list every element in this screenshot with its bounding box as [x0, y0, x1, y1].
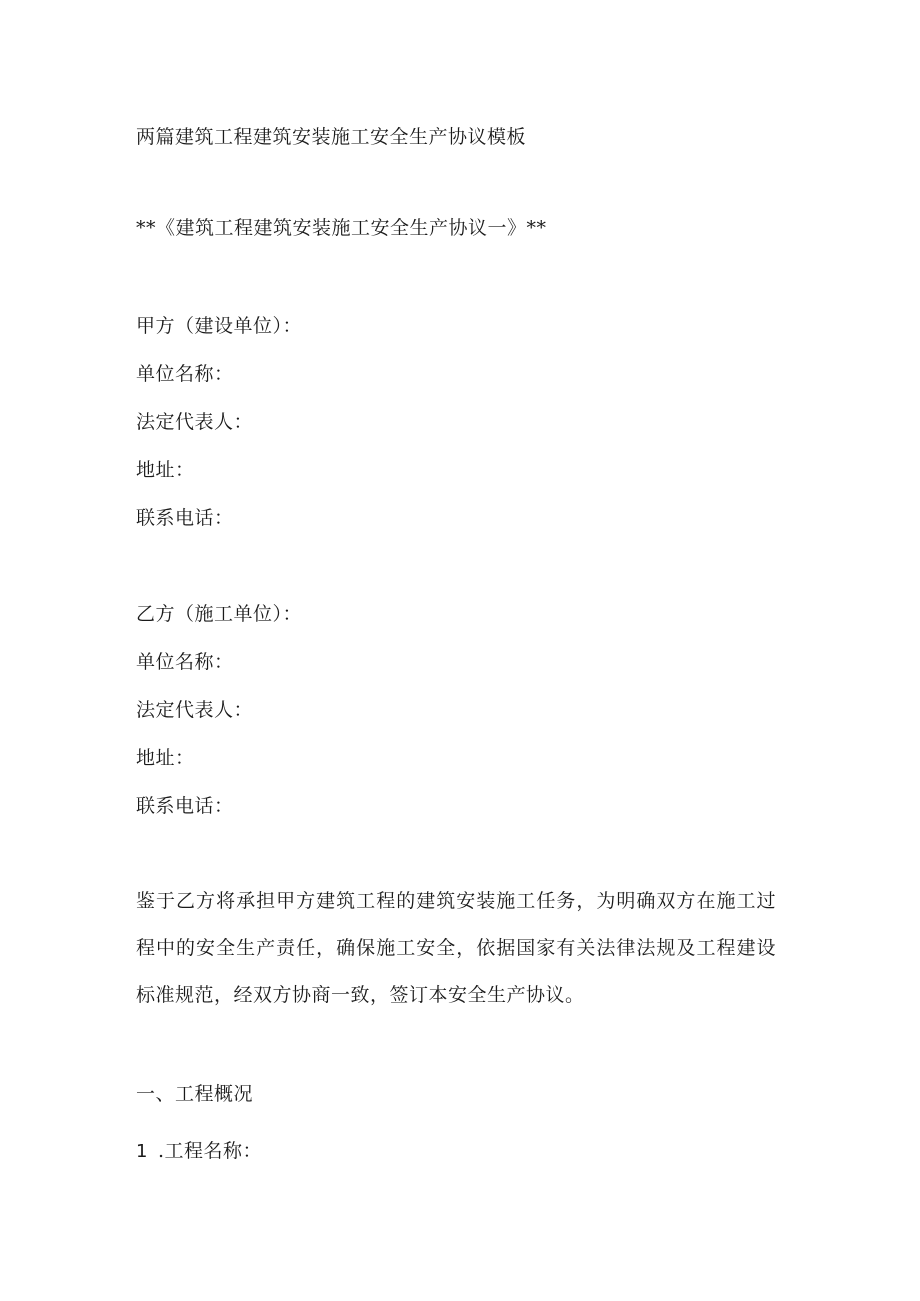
party-b-heading: 乙方（施工单位）：	[136, 603, 303, 625]
item-1-number: 1	[136, 1141, 148, 1162]
party-a-phone-label: 联系电话：	[136, 507, 234, 529]
party-a-rep-label: 法定代表人：	[136, 411, 254, 433]
party-a-heading: 甲方（建设单位）：	[136, 315, 303, 337]
party-b-rep-label: 法定代表人：	[136, 699, 254, 721]
preamble-paragraph: 鉴于乙方将承担甲方建筑工程的建筑安装施工任务，为明确双方在施工过程中的安全生产责任，确保施工安全，依据国家有关法律法规及工程建设标准规范，经双方协商一致，签订本安全生产协议。	[136, 890, 776, 1006]
party-a-address-label: 地址：	[136, 459, 195, 481]
party-b-address-label: 地址：	[136, 747, 195, 769]
party-a-name-label: 单位名称：	[136, 363, 234, 385]
item-1	[136, 1139, 262, 1164]
document-title: 两篇建筑工程建筑安装施工安全生产协议模板	[136, 126, 527, 148]
agreement-subtitle: **《建筑工程建筑安装施工安全生产协议一》**	[136, 217, 547, 239]
party-b-phone-label: 联系电话：	[136, 795, 234, 817]
item-1-label: .工程名称：	[158, 1140, 263, 1162]
party-b-name-label: 单位名称：	[136, 651, 234, 673]
section-1-heading: 一、工程概况	[136, 1083, 254, 1105]
